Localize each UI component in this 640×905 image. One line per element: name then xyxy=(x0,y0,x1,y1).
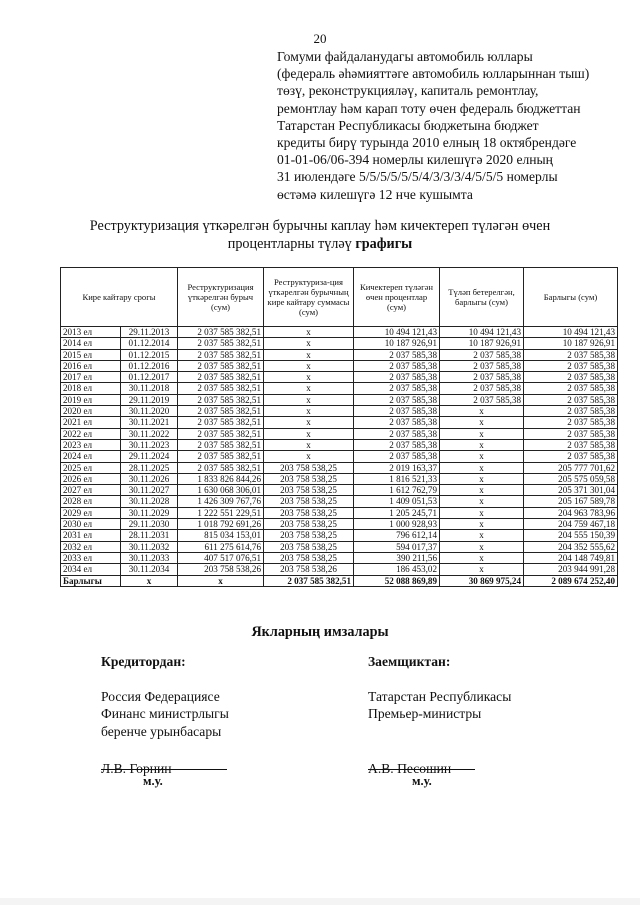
appendix-reference xyxy=(277,48,622,203)
table-cell: 2034 ел xyxy=(61,564,121,575)
table-row xyxy=(61,439,618,450)
table-cell: 2 037 585,38 xyxy=(524,394,618,405)
table-row xyxy=(61,564,618,575)
table-row xyxy=(61,507,618,518)
table-cell: 1 205 245,71 xyxy=(354,507,440,518)
table-cell: 2 037 585,38 xyxy=(354,349,440,360)
table-cell: 205 371 301,04 xyxy=(524,485,618,496)
table-cell: 2 037 585,38 xyxy=(440,383,524,394)
schedule-title-line2 xyxy=(0,235,640,253)
table-cell: 203 758 538,25 xyxy=(264,473,354,484)
schedule-title-line2-bold: графигы xyxy=(355,236,413,252)
table-cell: 2 037 585,38 xyxy=(524,439,618,450)
table-cell: 2 037 585,38 xyxy=(354,417,440,428)
table-cell: 203 758 538,25 xyxy=(264,485,354,496)
table-cell: 2030 ел xyxy=(61,519,121,530)
table-cell: 203 758 538,25 xyxy=(264,541,354,552)
table-cell: х xyxy=(264,417,354,428)
table-cell: х xyxy=(440,451,524,462)
table-cell: 204 759 467,18 xyxy=(524,519,618,530)
table-cell: 204 963 783,96 xyxy=(524,507,618,518)
table-cell: 2 037 585,38 xyxy=(354,383,440,394)
table-row xyxy=(61,473,618,484)
table-cell: 2 037 585 382,51 xyxy=(178,451,264,462)
table-cell: 2017 ел xyxy=(61,372,121,383)
table-row xyxy=(61,428,618,439)
table-cell: 01.12.2016 xyxy=(121,360,178,371)
table-cell: 1 816 521,33 xyxy=(354,473,440,484)
table-cell: 796 612,14 xyxy=(354,530,440,541)
table-cell: х xyxy=(440,530,524,541)
table-cell: 10 494 121,43 xyxy=(440,327,524,338)
table-cell: х xyxy=(440,541,524,552)
table-cell: 30.11.2032 xyxy=(121,541,178,552)
table-cell: 2 037 585,38 xyxy=(524,372,618,383)
table-row xyxy=(61,530,618,541)
borrower-signature-block xyxy=(368,653,511,778)
table-cell: х xyxy=(264,383,354,394)
table-total-row xyxy=(61,575,618,586)
table-cell: 01.12.2017 xyxy=(121,372,178,383)
table-cell: 203 758 538,25 xyxy=(264,496,354,507)
table-cell: 30.11.2029 xyxy=(121,507,178,518)
table-cell: 30.11.2033 xyxy=(121,552,178,563)
table-cell: 1 426 309 767,76 xyxy=(178,496,264,507)
table-cell: х xyxy=(264,428,354,439)
table-cell: 594 017,37 xyxy=(354,541,440,552)
table-cell: 2 037 585,38 xyxy=(354,372,440,383)
table-cell: х xyxy=(264,327,354,338)
table-cell: х xyxy=(440,473,524,484)
table-cell: 2 037 585 382,51 xyxy=(178,428,264,439)
table-cell: 2 037 585 382,51 xyxy=(178,406,264,417)
table-cell: 2 019 163,37 xyxy=(354,462,440,473)
table-cell: 1 612 762,79 xyxy=(354,485,440,496)
table-cell: Барлыгы xyxy=(61,575,121,586)
table-cell: 204 555 150,39 xyxy=(524,530,618,541)
table-cell: х xyxy=(440,406,524,417)
table-cell: 205 167 589,78 xyxy=(524,496,618,507)
page-number: 20 xyxy=(313,31,327,46)
table-row xyxy=(61,383,618,394)
table-cell: 2014 ел xyxy=(61,338,121,349)
table-cell: х xyxy=(440,485,524,496)
table-cell: 29.11.2030 xyxy=(121,519,178,530)
table-cell: 203 944 991,28 xyxy=(524,564,618,575)
table-cell: 2028 ел xyxy=(61,496,121,507)
intro-line: Гомуми файдаланудагы автомобиль юллары xyxy=(277,49,533,64)
table-cell: 2 037 585 382,51 xyxy=(178,383,264,394)
table-cell: 10 187 926,91 xyxy=(524,338,618,349)
table-cell: 2015 ел xyxy=(61,349,121,360)
table-cell: 815 034 153,01 xyxy=(178,530,264,541)
scan-edge xyxy=(0,898,640,905)
table-cell: х xyxy=(440,417,524,428)
schedule-title-line1: Реструктуризация үткәрелгән бурычны каплау һәм кичектереп түләгән өчен xyxy=(89,218,551,234)
table-cell: 2 037 585,38 xyxy=(440,394,524,405)
table-cell: 30.11.2028 xyxy=(121,496,178,507)
creditor-heading: Кредитордан: xyxy=(101,654,186,669)
table-cell: х xyxy=(264,394,354,405)
table-cell: 01.12.2014 xyxy=(121,338,178,349)
table-cell: 204 148 749,81 xyxy=(524,552,618,563)
creditor-signature-line xyxy=(101,769,227,770)
table-cell: 29.11.2019 xyxy=(121,394,178,405)
intro-line: Татарстан Республикасы бюджетына бюджет xyxy=(277,117,539,133)
table-row xyxy=(61,372,618,383)
table-cell: 1 000 928,93 xyxy=(354,519,440,530)
table-cell: 10 187 926,91 xyxy=(354,338,440,349)
intro-line: өстәмә килешүгә 12 нче кушымта xyxy=(277,186,473,202)
table-cell: 2031 ел xyxy=(61,530,121,541)
table-cell: 203 758 538,26 xyxy=(178,564,264,575)
schedule-title-line2-text: процентларны түләү xyxy=(227,236,352,252)
table-row xyxy=(61,349,618,360)
table-cell: 01.12.2015 xyxy=(121,349,178,360)
table-cell: 203 758 538,25 xyxy=(264,519,354,530)
table-cell: 2 037 585,38 xyxy=(524,428,618,439)
table-cell: 2025 ел xyxy=(61,462,121,473)
table-cell: 30.11.2034 xyxy=(121,564,178,575)
table-cell: х xyxy=(121,575,178,586)
table-cell: 2024 ел xyxy=(61,451,121,462)
intro-line: 01-01-06/06-394 номерлы килешүгә 2020 елның xyxy=(277,152,553,168)
table-row xyxy=(61,338,618,349)
table-cell: 30.11.2021 xyxy=(121,417,178,428)
borrower-name: А.В. Песошин xyxy=(368,761,452,776)
creditor-line: Финанс министрлыгы xyxy=(101,706,229,721)
table-cell: 2021 ел xyxy=(61,417,121,428)
table-cell: 2 037 585,38 xyxy=(440,372,524,383)
table-row xyxy=(61,541,618,552)
table-cell: 204 352 555,62 xyxy=(524,541,618,552)
table-cell: х xyxy=(440,428,524,439)
table-cell: 611 275 614,76 xyxy=(178,541,264,552)
table-cell: 1 222 551 229,51 xyxy=(178,507,264,518)
table-cell: 29.11.2024 xyxy=(121,451,178,462)
borrower-line: Премьер-министры xyxy=(368,706,482,721)
table-row xyxy=(61,462,618,473)
table-cell: х xyxy=(264,439,354,450)
table-row xyxy=(61,451,618,462)
signatures-title: Якларның имзалары xyxy=(251,624,389,640)
borrower-line: Татарстан Республикасы xyxy=(368,688,512,704)
table-cell: 2 037 585 382,51 xyxy=(264,575,354,586)
table-cell: 1 630 068 306,01 xyxy=(178,485,264,496)
table-cell: 203 758 538,25 xyxy=(264,530,354,541)
borrower-signature-line xyxy=(368,769,475,770)
table-cell: 10 494 121,43 xyxy=(524,327,618,338)
table-row xyxy=(61,406,618,417)
table-cell: 2 037 585 382,51 xyxy=(178,394,264,405)
table-cell: 203 758 538,25 xyxy=(264,462,354,473)
table-cell: х xyxy=(264,338,354,349)
column-header: Кичектереп түләгән өчен процентлар (сум) xyxy=(354,268,440,327)
repayment-schedule-table xyxy=(60,267,618,587)
column-header: Реструктуризация үткәрелгән бурыч (сум) xyxy=(178,268,264,327)
table-cell: 2029 ел xyxy=(61,507,121,518)
table-cell: 2016 ел xyxy=(61,360,121,371)
table-cell: 2020 ел xyxy=(61,406,121,417)
borrower-stamp-place: м.у. xyxy=(412,774,432,788)
table-header-row xyxy=(61,268,618,327)
table-cell: 205 575 059,58 xyxy=(524,473,618,484)
table-cell: 2 037 585,38 xyxy=(524,451,618,462)
table-cell: 2027 ел xyxy=(61,485,121,496)
creditor-line: Россия Федерациясе xyxy=(101,688,220,704)
table-cell: х xyxy=(264,451,354,462)
table-cell: 29.11.2013 xyxy=(121,327,178,338)
table-cell: 2026 ел xyxy=(61,473,121,484)
table-cell: 390 211,56 xyxy=(354,552,440,563)
table-cell: 2013 ел xyxy=(61,327,121,338)
table-cell: 2 037 585,38 xyxy=(440,360,524,371)
table-cell: 1 409 051,53 xyxy=(354,496,440,507)
table-row xyxy=(61,394,618,405)
column-header: Кире кайтару срогы xyxy=(61,268,178,327)
column-header: Түләп бетерелгән, барлыгы (сум) xyxy=(440,268,524,327)
table-cell: 52 088 869,89 xyxy=(354,575,440,586)
table-cell: 2019 ел xyxy=(61,394,121,405)
table-row xyxy=(61,552,618,563)
table-cell: 2 037 585,38 xyxy=(354,439,440,450)
table-cell: 2 037 585 382,51 xyxy=(178,360,264,371)
table-cell: 203 758 538,26 xyxy=(264,564,354,575)
table-cell: 30.11.2027 xyxy=(121,485,178,496)
table-cell: 28.11.2025 xyxy=(121,462,178,473)
creditor-line: беренче урынбасары xyxy=(101,723,222,739)
table-cell: х xyxy=(440,496,524,507)
table-cell: 1 833 826 844,26 xyxy=(178,473,264,484)
table-cell: 2 037 585 382,51 xyxy=(178,372,264,383)
table-cell: 30.11.2018 xyxy=(121,383,178,394)
table-cell: 2023 ел xyxy=(61,439,121,450)
table-cell: 2 037 585 382,51 xyxy=(178,462,264,473)
table-cell: 2 037 585 382,51 xyxy=(178,349,264,360)
table-cell: х xyxy=(440,507,524,518)
table-cell: х xyxy=(264,372,354,383)
table-cell: 2 037 585,38 xyxy=(524,383,618,394)
table-row xyxy=(61,327,618,338)
table-cell: 2 037 585,38 xyxy=(524,417,618,428)
table-cell: 2 037 585,38 xyxy=(524,349,618,360)
column-header: Барлыгы (сум) xyxy=(524,268,618,327)
table-cell: 2 037 585 382,51 xyxy=(178,439,264,450)
table-cell: 28.11.2031 xyxy=(121,530,178,541)
table-cell: 30.11.2026 xyxy=(121,473,178,484)
table-cell: 2 037 585 382,51 xyxy=(178,417,264,428)
table-cell: х xyxy=(264,360,354,371)
table-cell: х xyxy=(440,552,524,563)
creditor-signature-block xyxy=(101,653,229,778)
table-cell: 30.11.2022 xyxy=(121,428,178,439)
table-cell: 10 494 121,43 xyxy=(354,327,440,338)
table-cell: 1 018 792 691,26 xyxy=(178,519,264,530)
table-cell: 2 037 585,38 xyxy=(524,360,618,371)
table-cell: х xyxy=(440,439,524,450)
intro-line: төзү, реконструкцияләү, капиталь ремонтлау, xyxy=(277,83,539,99)
table-cell: 2018 ел xyxy=(61,383,121,394)
table-row xyxy=(61,519,618,530)
table-cell: 30.11.2023 xyxy=(121,439,178,450)
table-row xyxy=(61,485,618,496)
creditor-stamp-place: м.у. xyxy=(143,774,163,788)
table-cell: х xyxy=(264,349,354,360)
table-cell: 2 037 585,38 xyxy=(354,394,440,405)
table-cell: 2022 ел xyxy=(61,428,121,439)
borrower-heading: Заемщиктан: xyxy=(368,654,451,669)
table-cell: х xyxy=(264,406,354,417)
table-row xyxy=(61,496,618,507)
table-cell: 407 517 076,51 xyxy=(178,552,264,563)
column-header: Реструктуриза-ция үткәрелгән бурычның кире кайтару суммасы (сум) xyxy=(264,268,354,327)
table-cell: 2 037 585,38 xyxy=(354,428,440,439)
table-row xyxy=(61,360,618,371)
table-cell: 2 037 585,38 xyxy=(524,406,618,417)
table-cell: х xyxy=(178,575,264,586)
table-cell: 186 453,02 xyxy=(354,564,440,575)
table-cell: 2 037 585,38 xyxy=(440,349,524,360)
table-row xyxy=(61,417,618,428)
table-cell: 30.11.2020 xyxy=(121,406,178,417)
table-cell: 10 187 926,91 xyxy=(440,338,524,349)
table-cell: х xyxy=(440,564,524,575)
table-cell: 2033 ел xyxy=(61,552,121,563)
table-cell: 2 089 674 252,40 xyxy=(524,575,618,586)
table-cell: 2032 ел xyxy=(61,541,121,552)
table-cell: 2 037 585,38 xyxy=(354,451,440,462)
table-cell: 205 777 701,62 xyxy=(524,462,618,473)
table-cell: 2 037 585 382,51 xyxy=(178,338,264,349)
creditor-name: Л.В. Горнин xyxy=(101,761,172,776)
table-cell: 2 037 585 382,51 xyxy=(178,327,264,338)
table-cell: 2 037 585,38 xyxy=(354,406,440,417)
intro-line: (федераль әһәмияттәге автомобиль юлларыннан тыш) xyxy=(277,66,590,82)
table-cell: 203 758 538,25 xyxy=(264,552,354,563)
intro-line: 31 июлендәге 5/5/5/5/5/5/4/3/3/3/4/5/5/5 номерлы xyxy=(277,169,558,185)
schedule-title xyxy=(0,217,640,253)
table-cell: 203 758 538,25 xyxy=(264,507,354,518)
intro-line: ремонтлау һәм карап тоту өчен федераль бюджеттан xyxy=(277,100,581,116)
table-cell: 2 037 585,38 xyxy=(354,360,440,371)
table-cell: х xyxy=(440,519,524,530)
table-cell: х xyxy=(440,462,524,473)
table-cell: 30 869 975,24 xyxy=(440,575,524,586)
intro-line: кредиты бирү турында 2010 елның 18 октябрендәге xyxy=(277,135,577,151)
